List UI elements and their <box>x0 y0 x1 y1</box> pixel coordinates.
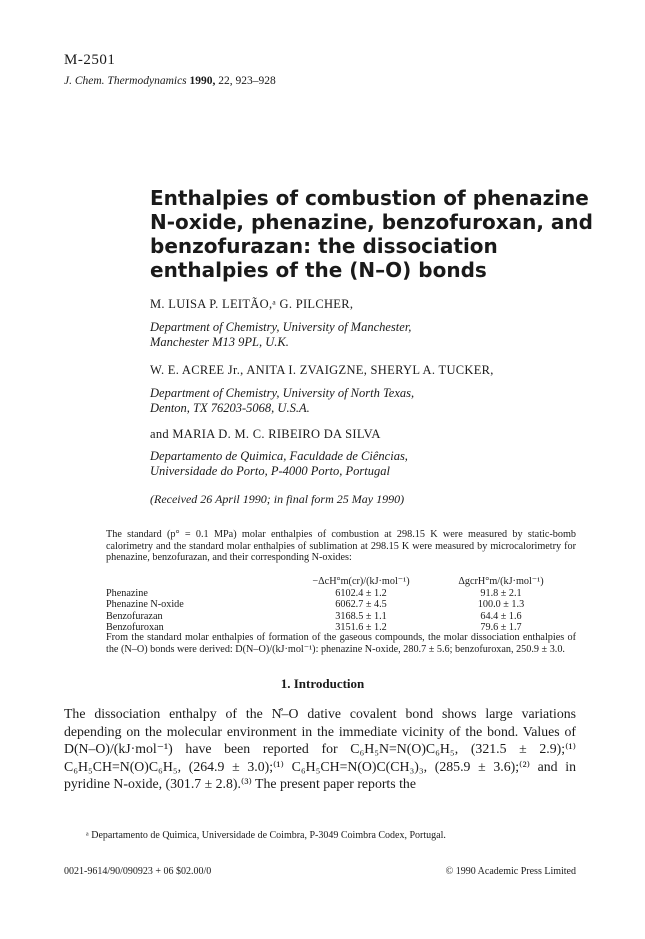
footnote: ᵃ Departamento de Quimica, Universidade de Coimbra, P-3049 Coimbra Codex, Portugal. <box>86 830 446 841</box>
table-row <box>106 599 576 611</box>
journal-year: 1990, <box>189 75 216 87</box>
sublimation-value: 79.6 ± 1.7 <box>480 622 522 634</box>
combustion-value: 6062.7 ± 4.5 <box>335 599 387 611</box>
affiliation-1-line-2: Manchester M13 9PL, U.K. <box>150 335 289 349</box>
author-group-1: M. LUISA P. LEITÃO,ᵃ G. PILCHER, <box>150 297 354 311</box>
abstract-conclusion <box>106 632 576 655</box>
copyright: © 1990 Academic Press Limited <box>445 866 576 877</box>
table-header-row <box>106 576 576 588</box>
affiliation-2-line-1: Department of Chemistry, University of North Texas, <box>150 386 415 400</box>
abstract-intro <box>106 529 576 564</box>
title-line-1: Enthalpies of combustion of phenazine <box>150 186 589 210</box>
compound-name: Phenazine N-oxide <box>106 599 184 611</box>
author-group-3: and MARIA D. M. C. RIBEIRO DA SILVA <box>150 427 381 441</box>
sublimation-value: 64.4 ± 1.6 <box>480 610 522 622</box>
title-line-2: N-oxide, phenazine, benzofuroxan, and <box>150 210 593 234</box>
combustion-value: 3168.5 ± 1.1 <box>335 610 387 622</box>
results-table <box>106 576 576 634</box>
compound-name: Benzofuroxan <box>106 622 164 634</box>
table-row <box>106 588 576 600</box>
sublimation-value: 91.8 ± 2.1 <box>480 587 522 599</box>
received-date: (Received 26 April 1990; in final form 25 May 1990) <box>150 492 405 506</box>
journal-name: J. Chem. Thermodynamics <box>64 75 187 87</box>
sublimation-value: 100.0 ± 1.3 <box>477 599 525 611</box>
compound-name: Benzofurazan <box>106 610 163 622</box>
table-header-combustion: −ΔcH°m(cr)/(kJ·mol⁻¹) <box>312 576 410 587</box>
title-line-4: enthalpies of the (N–O) bonds <box>150 258 487 282</box>
table-header-sublimation: ΔgcrH°m/(kJ·mol⁻¹) <box>458 576 544 587</box>
author-group-2: W. E. ACREE Jr., ANITA I. ZVAIGZNE, SHERYL A. TUCKER, <box>150 363 494 377</box>
compound-name: Phenazine <box>106 587 148 599</box>
journal-volume: 22, 923–928 <box>218 75 276 87</box>
introduction-body <box>64 705 576 793</box>
affiliation-2 <box>150 386 414 416</box>
affiliation-1-line-1: Department of Chemistry, University of Manchester, <box>150 320 412 334</box>
title-line-3: benzofurazan: the dissociation <box>150 234 498 258</box>
affiliation-3-line-1: Departamento de Quimica, Faculdade de Ciências, <box>150 449 408 463</box>
issn-code: 0021-9614/90/090923 + 06 $02.00/0 <box>64 866 212 877</box>
table-row <box>106 611 576 623</box>
manuscript-code: M-2501 <box>64 52 116 68</box>
section-heading: 1. Introduction <box>280 676 365 691</box>
combustion-value: 6102.4 ± 1.2 <box>335 587 387 599</box>
journal-citation <box>64 75 276 87</box>
introduction-paragraph: The dissociation enthalpy of the N̊–O dative covalent bond shows large variations depending on the molecular environment in the immediate vicinity of the bond. Values of D(N–O)/(kJ·mol⁻¹) have been reported for C₆H₅N=N(O)C₆H₅, (321.5 ± 2.9);⁽¹⁾ C₆H₅CH=N(O)C₆H₅, (264.9 ± 3.0);⁽¹⁾ C₆H₅CH=N(O)C(CH₃)₃, (285.9 ± 3.6);⁽²⁾ and in pyridine N-oxide, (301.7 ± 2.8).⁽³⁾ The present paper reports the <box>64 706 576 791</box>
combustion-value: 3151.6 ± 1.2 <box>335 622 387 634</box>
affiliation-3 <box>150 449 408 479</box>
affiliation-2-line-2: Denton, TX 76203-5068, U.S.A. <box>150 401 310 415</box>
affiliation-1 <box>150 320 411 350</box>
paper-title <box>150 186 593 282</box>
affiliation-3-line-2: Universidade do Porto, P-4000 Porto, Portugal <box>150 464 390 478</box>
table-header-blank <box>106 576 296 588</box>
abstract-conclusion-text: From the standard molar enthalpies of formation of the gaseous compounds, the molar dissociation enthalpies of the (N–O) bonds were derived: D(N–O)/(kJ·mol⁻¹): phenazine N-oxide, 280.7 ± 5.6; benzofuroxan, 250.9 ± 3.0. <box>106 632 576 655</box>
abstract-intro-text: The standard (p° = 0.1 MPa) molar enthalpies of combustion at 298.15 K were measured by static-bomb calorimetry and the standard molar enthalpies of sublimation at 298.15 K were measured by microcalorimetry for phenazine, benzofurazan, and their corresponding N-oxides: <box>106 529 576 564</box>
